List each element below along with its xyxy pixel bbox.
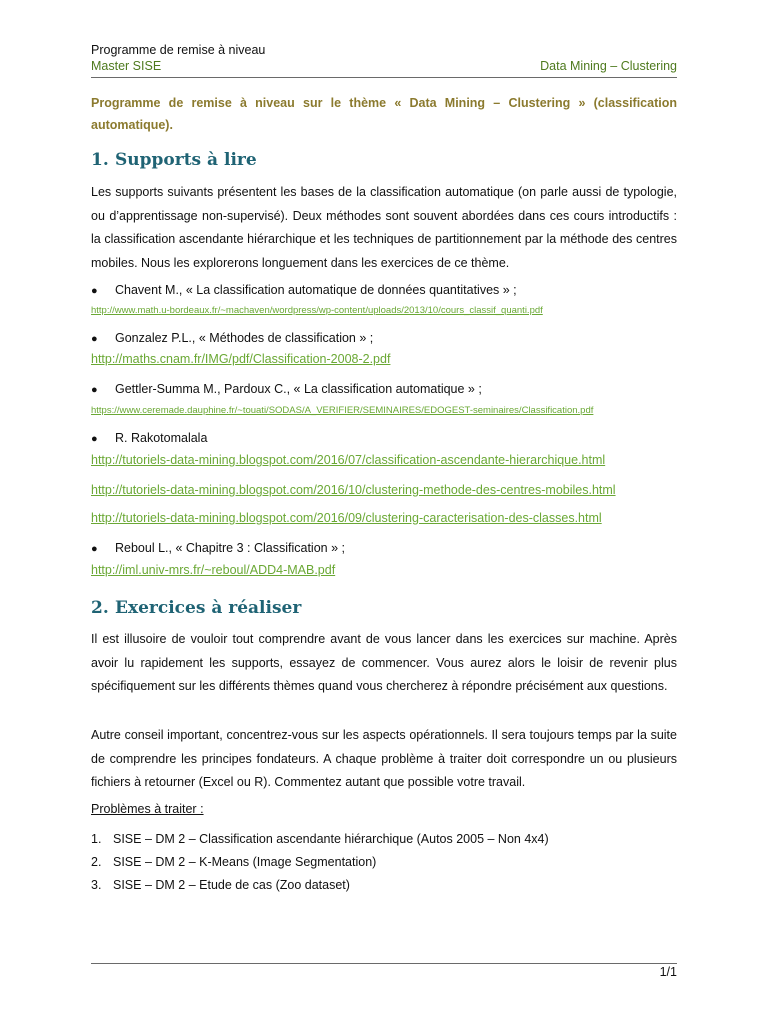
header-divider: [91, 77, 677, 78]
problem-number: 1.: [91, 832, 102, 846]
link-chavent[interactable]: http://www.math.u-bordeaux.fr/~machaven/wordpress/wp-content/uploads/2013/10/cours_classif_quanti.pdf: [91, 305, 543, 316]
bullet-text: R. Rakotomalala: [115, 431, 208, 445]
problem-item: [91, 874, 549, 897]
bullet-dot: ●: [91, 285, 98, 297]
section-1-heading: [91, 150, 257, 170]
bullet-text: Gonzalez P.L., « Méthodes de classification » ;: [115, 331, 374, 345]
section-1-number: 1.: [91, 150, 109, 170]
problem-number: 3.: [91, 878, 102, 892]
section-1-title: Supports à lire: [115, 150, 257, 170]
problem-item: [91, 828, 549, 851]
footer-divider: [91, 963, 677, 964]
link-gonzalez[interactable]: http://maths.cnam.fr/IMG/pdf/Classification-2008-2.pdf: [91, 352, 391, 366]
problems-title: Problèmes à traiter :: [91, 802, 204, 816]
bullet-text: Gettler-Summa M., Pardoux C., « La classification automatique » ;: [115, 382, 482, 396]
bullet-reboul: [91, 541, 677, 555]
intro-paragraph: Programme de remise à niveau sur le thème « Data Mining – Clustering » (classification automatique).: [91, 96, 677, 132]
link-rakotomalala-cah[interactable]: http://tutoriels-data-mining.blogspot.com/2016/07/classification-ascendante-hierarchique.html: [91, 453, 606, 467]
header-right-topic: Data Mining – Clustering: [540, 59, 677, 73]
bullet-chavent: [91, 283, 677, 297]
section-2-paragraph-2: Autre conseil important, concentrez-vous sur les aspects opérationnels. Il sera toujours temps par la suite de comprendre les principes fondateurs. A chaque problème à traiter doit correspondre un ou plusieurs fichiers à retourner (Excel ou R). Commentez autant que possible votre travail.: [91, 728, 677, 789]
section-2-title: Exercices à réaliser: [115, 598, 302, 618]
bullet-dot: ●: [91, 333, 98, 345]
section-2-paragraph-1: Il est illusoire de vouloir tout comprendre avant de vous lancer dans les exercices sur machine. Après avoir lu rapidement les supports, essayez de commencer. Vous aurez alors le loisir de revenir plus spécifiquement sur les différents thèmes quand vous chercherez à répondre précisément aux questions.: [91, 632, 677, 693]
bullet-gonzalez: [91, 331, 677, 345]
problem-number: 2.: [91, 855, 102, 869]
link-rakotomalala-caracterisation[interactable]: http://tutoriels-data-mining.blogspot.com/2016/09/clustering-caracterisation-des-classes.html: [91, 511, 602, 525]
problem-item: [91, 851, 549, 874]
bullet-text: Reboul L., « Chapitre 3 : Classification » ;: [115, 541, 345, 555]
section-2-number: 2.: [91, 598, 109, 618]
header-row: [91, 59, 677, 77]
link-gettler-summa[interactable]: https://www.ceremade.dauphine.fr/~touati/SODAS/A_VERIFIER/SEMINAIRES/EDOGEST-seminaires/Classification.pdf: [91, 405, 594, 416]
section-2-heading: [91, 598, 301, 618]
bullet-text: Chavent M., « La classification automatique de données quantitatives » ;: [115, 283, 517, 297]
bullet-rakotomalala: [91, 431, 677, 445]
page-number: 1/1: [659, 965, 677, 979]
problem-list: [91, 828, 549, 897]
problem-text: SISE – DM 2 – K-Means (Image Segmentation): [113, 855, 377, 869]
bullet-dot: ●: [91, 433, 98, 445]
bullet-dot: ●: [91, 543, 98, 555]
link-rakotomalala-kmeans[interactable]: http://tutoriels-data-mining.blogspot.com/2016/10/clustering-methode-des-centres-mobiles.html: [91, 483, 616, 497]
problem-text: SISE – DM 2 – Classification ascendante hiérarchique (Autos 2005 – Non 4x4): [113, 832, 549, 846]
problem-text: SISE – DM 2 – Etude de cas (Zoo dataset): [113, 878, 350, 892]
link-reboul[interactable]: http://iml.univ-mrs.fr/~reboul/ADD4-MAB.pdf: [91, 563, 336, 577]
bullet-dot: ●: [91, 384, 98, 396]
section-1-paragraph: Les supports suivants présentent les bases de la classification automatique (on parle aussi de typologie, ou d’apprentissage non-supervisé). Deux méthodes sont souvent abordées dans ces cours introductifs : la classification ascendante hiérarchique et les techniques de partitionnement par la méthode des centres mobiles. Nous les explorerons longuement dans les exercices de ce thème.: [91, 185, 677, 270]
bullet-gettler-summa: [91, 382, 677, 396]
header-left-master: Master SISE: [91, 59, 162, 73]
document-page: [91, 0, 677, 1024]
header-program-title: Programme de remise à niveau: [91, 43, 266, 57]
